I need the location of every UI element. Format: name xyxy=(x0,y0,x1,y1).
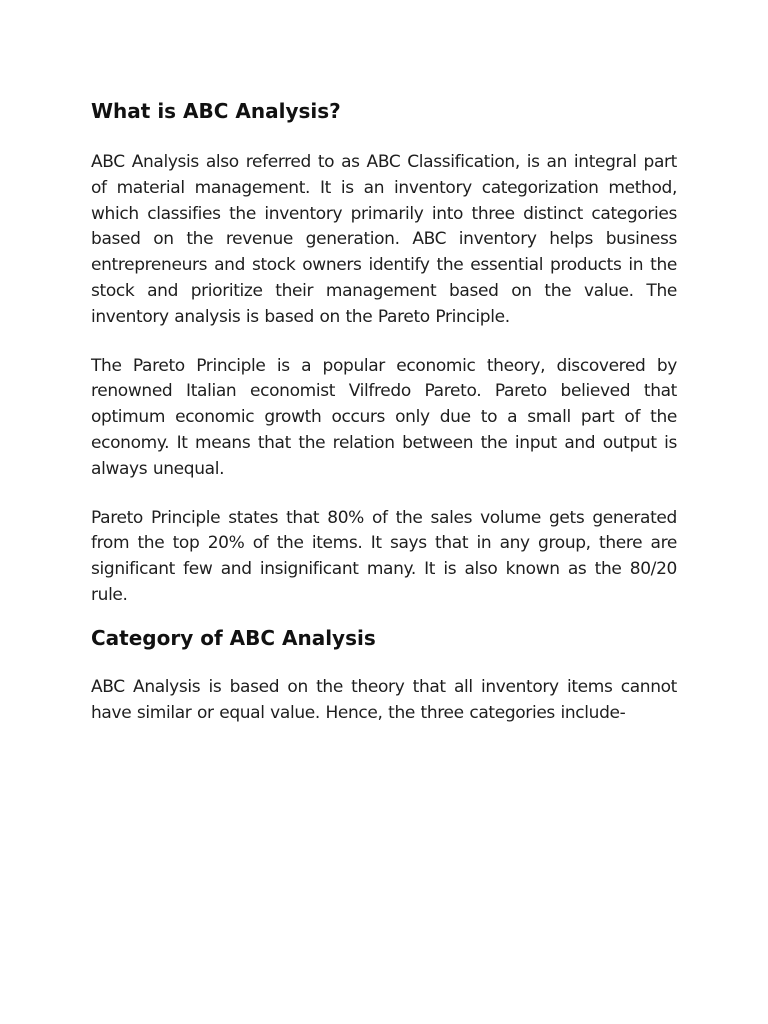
paragraph-categories-intro: ABC Analysis is based on the theory that all inventory items cannot have similar or equal value. Hence, the three categories include- xyxy=(91,676,677,723)
paragraph-pareto-principle: The Pareto Principle is a popular economic theory, discovered by renowned Italian economist Vilfredo Pareto. Pareto believed that optimum economic growth occurs only due to a small part of the economy. It means that the relation between the input and output is always unequal. xyxy=(91,355,677,479)
section-heading-category: Category of ABC Analysis xyxy=(91,625,376,650)
paragraph-abc-definition: ABC Analysis also referred to as ABC Classification, is an integral part of material management. It is an inventory categorization method, which classifies the inventory primarily into three distinct categories based on the revenue generation. ABC inventory helps business entrepreneurs and stock owners identify the essential products in the stock and prioritize their management based on the value. The inventory analysis is based on the Pareto Principle. xyxy=(91,152,677,327)
paragraph-pareto-80-20: Pareto Principle states that 80% of the sales volume gets generated from the top 20% of the items. It says that in any group, there are significant few and insignificant many. It is also known as the 80/20 rule. xyxy=(91,507,677,605)
document-page xyxy=(91,96,677,726)
section-heading-what-is-abc: What is ABC Analysis? xyxy=(91,99,341,123)
